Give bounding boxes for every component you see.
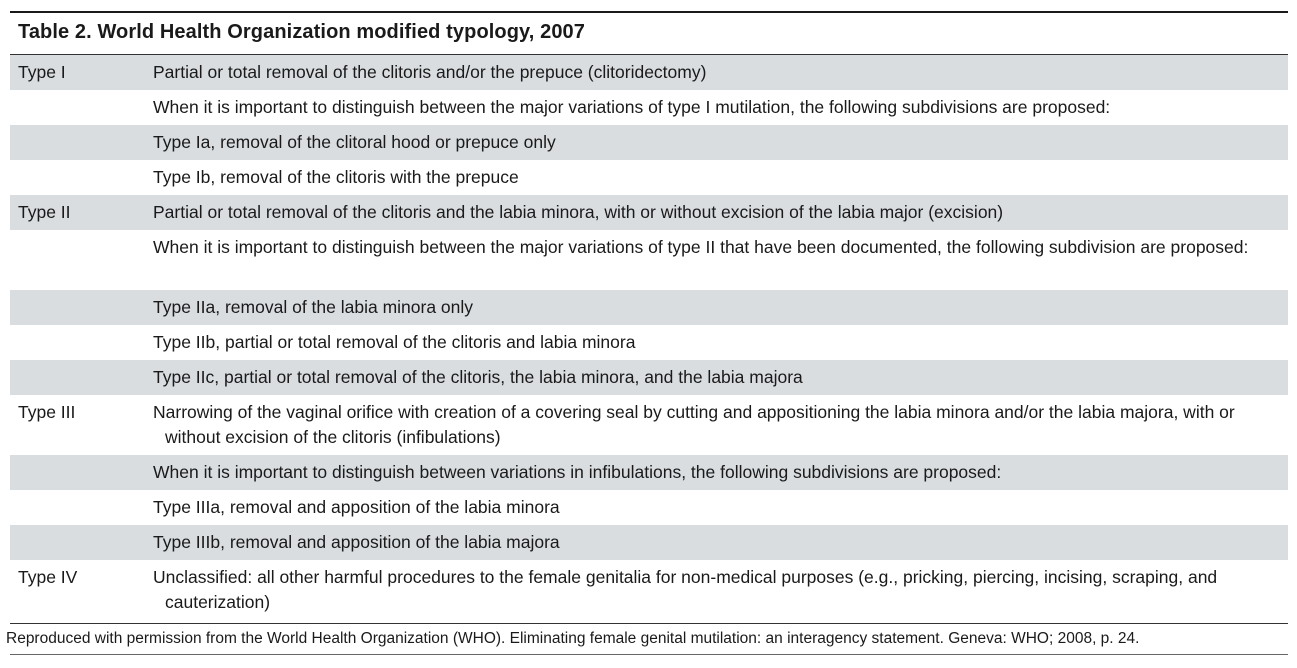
table-row <box>10 230 1288 290</box>
table-row <box>10 160 1288 195</box>
type-cell: Type IV <box>18 567 78 587</box>
description-cell: Narrowing of the vaginal orifice with creation of a covering seal by cutting and appositioning the labia minora and/or the labia majora, with or without excision of the clitoris (infibulations) <box>153 402 1235 447</box>
table-row <box>10 360 1288 395</box>
table-row <box>10 195 1288 230</box>
table-row <box>10 125 1288 160</box>
table-row <box>10 325 1288 360</box>
type-cell: Type III <box>18 402 76 422</box>
description-cell: Type IIIb, removal and apposition of the labia majora <box>153 532 560 552</box>
description-cell: When it is important to distinguish between the major variations of type II that have been documented, the following subdivision are proposed: <box>153 237 1249 257</box>
table-row <box>10 490 1288 525</box>
description-cell: When it is important to distinguish between variations in infibulations, the following subdivisions are proposed: <box>153 462 1002 482</box>
table-row <box>10 525 1288 560</box>
table-body <box>10 55 1288 620</box>
table-footnote: Reproduced with permission from the World Health Organization (WHO). Eliminating female genital mutilation: an interagency statement. Geneva: WHO; 2008, p. 24. <box>6 630 1140 647</box>
description-cell: Partial or total removal of the clitoris and the labia minora, with or without excision of the labia major (excision) <box>153 202 1004 222</box>
description-cell: Type Ib, removal of the clitoris with the prepuce <box>153 167 519 187</box>
type-cell: Type I <box>18 62 66 82</box>
end-rule <box>10 654 1288 655</box>
description-cell: Unclassified: all other harmful procedures to the female genitalia for non-medical purposes (e.g., pricking, piercing, incising, scraping, and cauterization) <box>153 567 1218 612</box>
description-cell: Type IIb, partial or total removal of the clitoris and labia minora <box>153 332 636 352</box>
description-cell: When it is important to distinguish between the major variations of type I mutilation, the following subdivisions are proposed: <box>153 97 1111 117</box>
description-cell: Type IIIa, removal and apposition of the labia minora <box>153 497 560 517</box>
table-row <box>10 455 1288 490</box>
table-row <box>10 560 1288 620</box>
description-cell: Type Ia, removal of the clitoral hood or prepuce only <box>153 132 556 152</box>
table-title: Table 2. World Health Organization modified typology, 2007 <box>10 13 1288 55</box>
table-row <box>10 55 1288 90</box>
description-cell: Type IIa, removal of the labia minora only <box>153 297 474 317</box>
table-row <box>10 90 1288 125</box>
description-cell: Type IIc, partial or total removal of the clitoris, the labia minora, and the labia majora <box>153 367 803 387</box>
table-container <box>6 0 1288 655</box>
table-row <box>10 290 1288 325</box>
type-cell: Type II <box>18 202 71 222</box>
table-row <box>10 395 1288 455</box>
description-cell: Partial or total removal of the clitoris and/or the prepuce (clitoridectomy) <box>153 62 707 82</box>
